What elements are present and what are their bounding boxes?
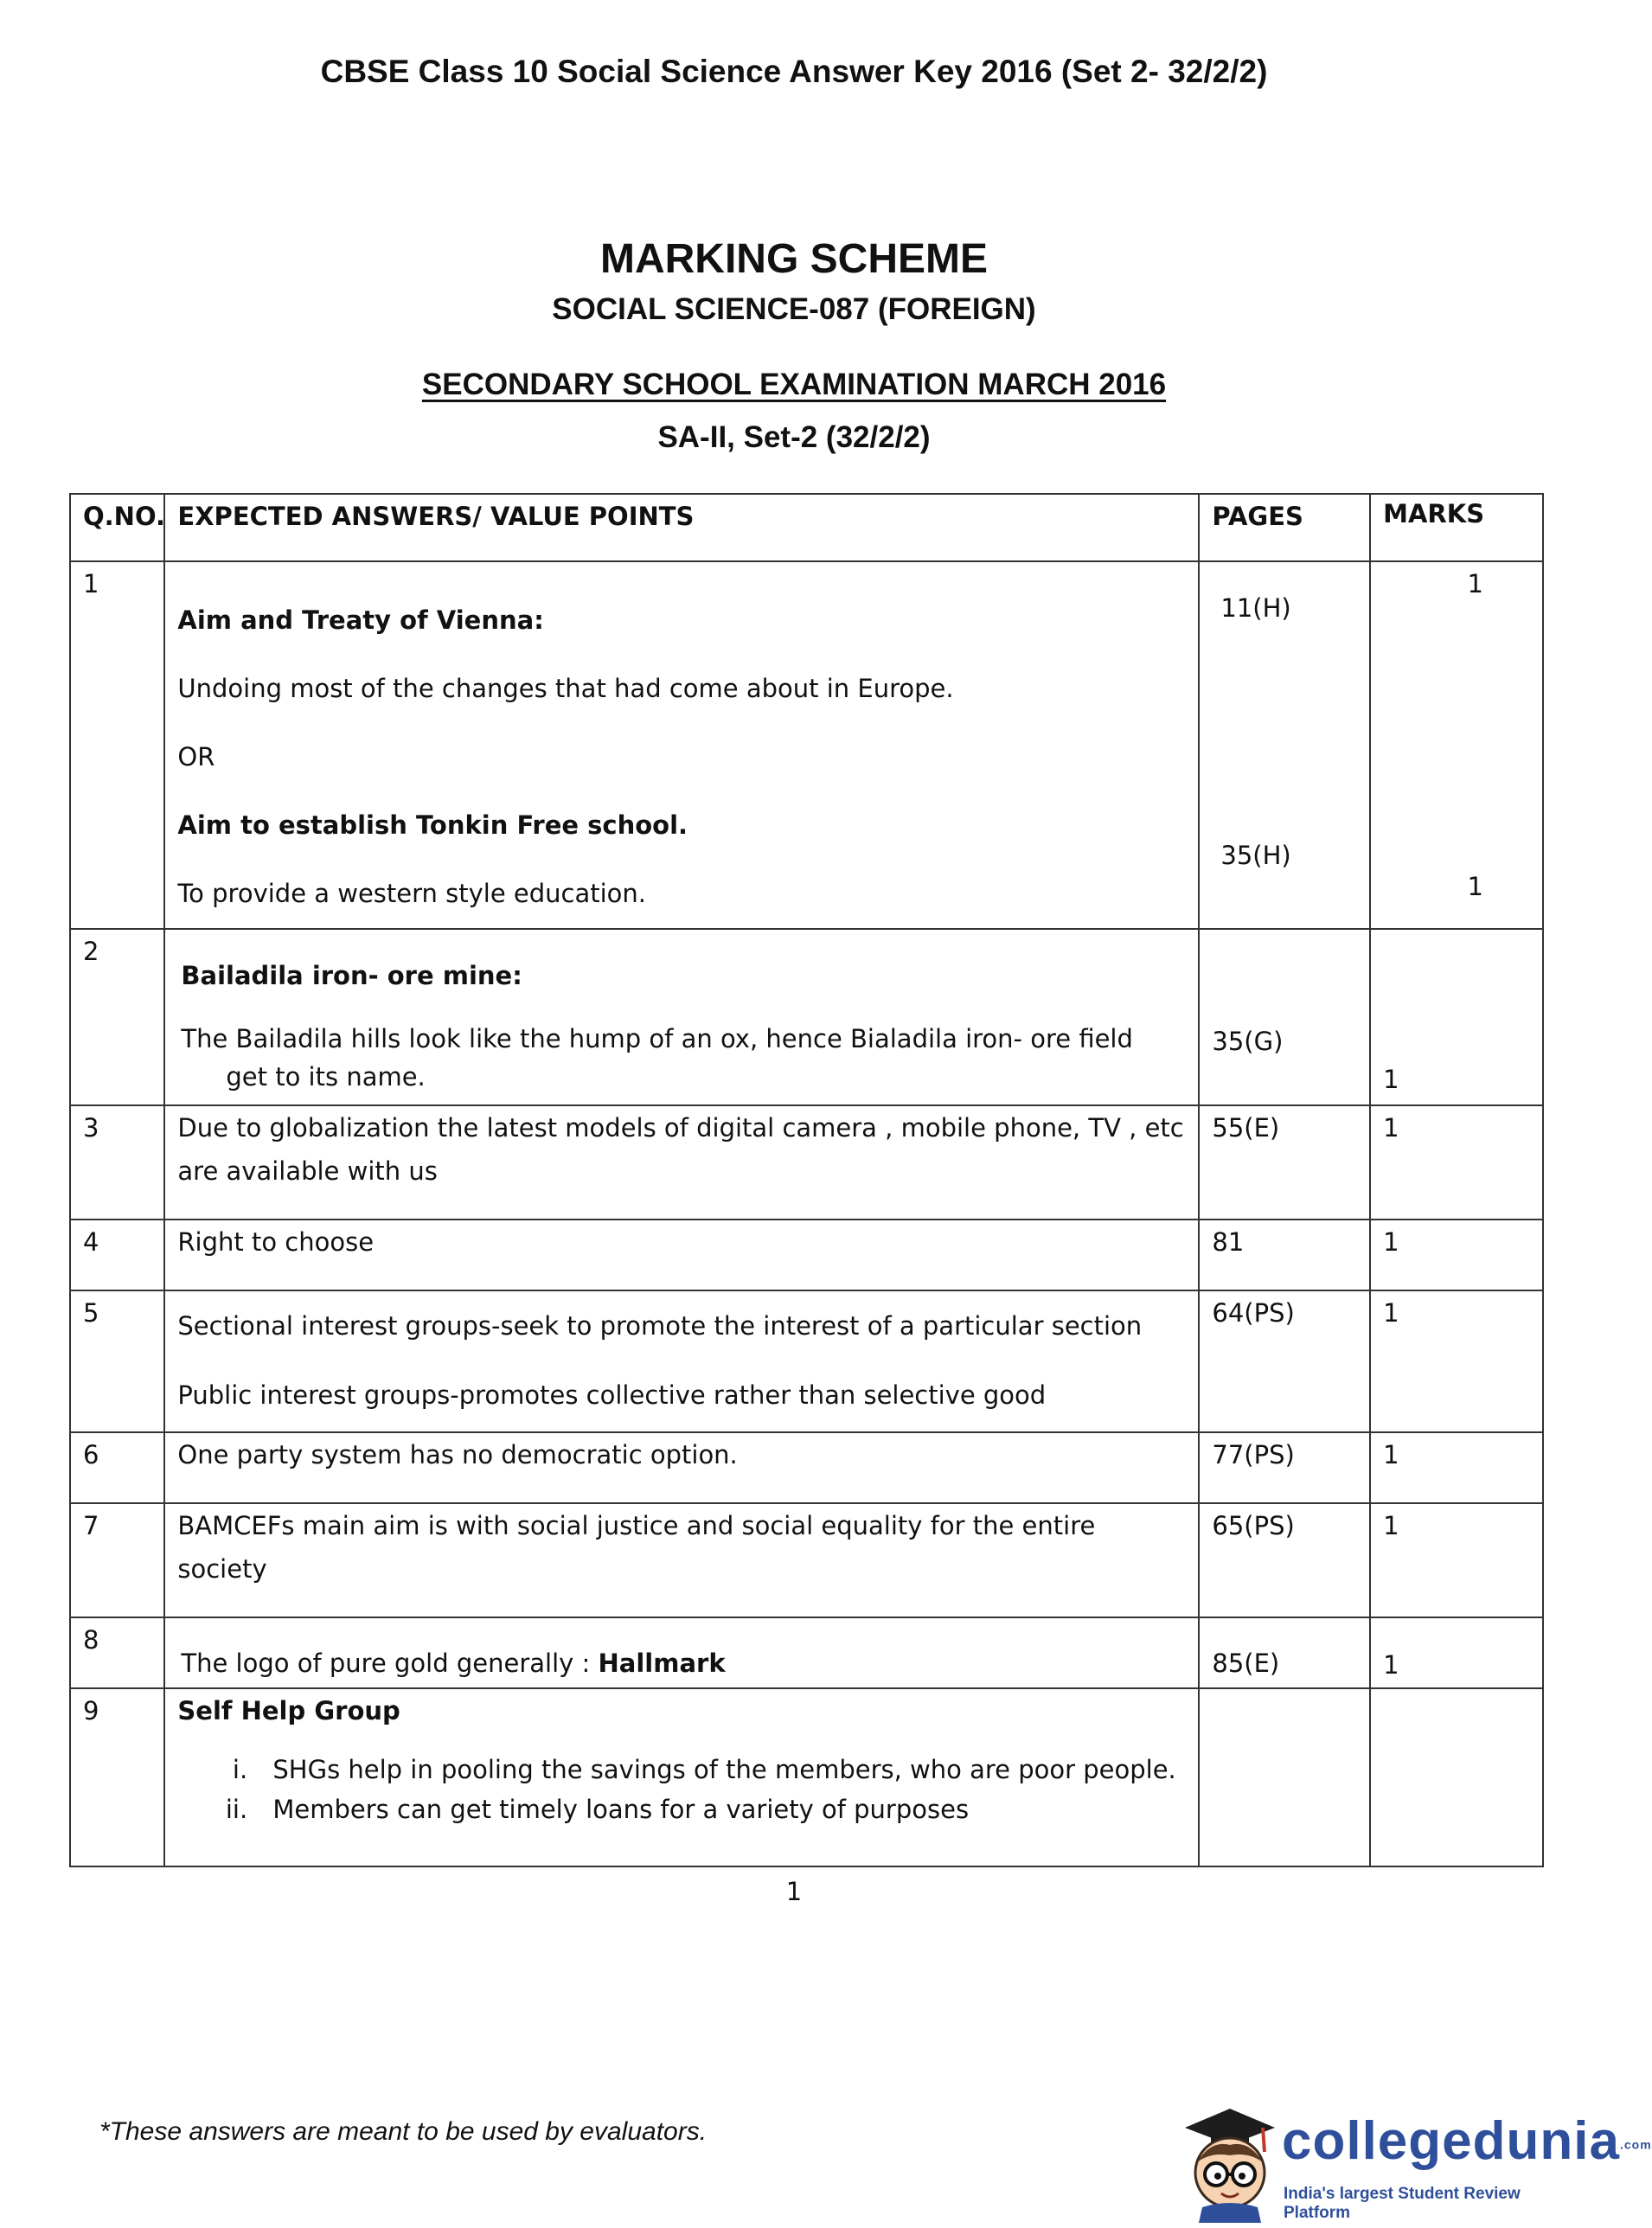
pages-cell: 65(PS) [1199, 1503, 1370, 1617]
question-number: 6 [70, 1432, 164, 1503]
answer-text: Undoing most of the changes that had come about in Europe. [177, 674, 954, 703]
column-header-answers: EXPECTED ANSWERS/ VALUE POINTS [164, 494, 1199, 561]
page-ref: 35(H) [1220, 841, 1291, 870]
pages-cell [1199, 1688, 1370, 1866]
question-number: 4 [70, 1220, 164, 1290]
mark-value: 1 [1467, 872, 1483, 901]
answer-cell [164, 929, 1199, 1105]
answer-cell [164, 1617, 1199, 1688]
page-number: 1 [785, 1877, 803, 1906]
marks-cell [1370, 561, 1543, 929]
answer-bold-term: Hallmark [598, 1649, 726, 1678]
table-header-row [70, 494, 1543, 561]
answer-cell: Due to globalization the latest models of digital camera , mobile phone, TV , etc are available with us [164, 1105, 1199, 1220]
logo-tagline: India's largest Student Review Platform [1284, 2185, 1521, 2222]
answer-heading: Bailadila iron- ore mine: [181, 961, 522, 990]
answer-cell [164, 561, 1199, 929]
mark-value: 1 [1467, 569, 1483, 599]
table-row [70, 1503, 1543, 1617]
answer-text-continued: get to its name. [226, 1062, 426, 1092]
subject-title: SOCIAL SCIENCE-087 (FOREIGN) [552, 292, 1036, 326]
mark-value: 1 [1383, 1650, 1399, 1680]
answer-text: The logo of pure gold generally : [181, 1649, 599, 1678]
page-ref: 11(H) [1220, 593, 1291, 623]
mark-value: 1 [1383, 1065, 1399, 1094]
answer-text: Public interest groups-promotes collective rather than selective good [177, 1380, 1047, 1410]
list-item: ii. Members can get timely loans for a variety of purposes [255, 1791, 1186, 1828]
question-number: 3 [70, 1105, 164, 1220]
table-row [70, 929, 1543, 1105]
question-number: 9 [70, 1688, 164, 1866]
pages-cell: 77(PS) [1199, 1432, 1370, 1503]
table-row [70, 1617, 1543, 1688]
answer-or: OR [177, 742, 215, 771]
marks-cell: 1 [1370, 1432, 1543, 1503]
marks-cell: 1 [1370, 1290, 1543, 1432]
exam-title-text: SECONDARY SCHOOL EXAMINATION MARCH 2016 [421, 368, 1167, 401]
pages-cell: 64(PS) [1199, 1290, 1370, 1432]
question-number: 5 [70, 1290, 164, 1432]
answer-cell: One party system has no democratic option. [164, 1432, 1199, 1503]
page-title: MARKING SCHEME [599, 236, 988, 282]
answer-cell [164, 1290, 1199, 1432]
question-number: 7 [70, 1503, 164, 1617]
document-header: CBSE Class 10 Social Science Answer Key 2016 (Set 2- 32/2/2) [320, 54, 1268, 89]
list-item: i. SHGs help in pooling the savings of the members, who are poor people. [255, 1751, 1186, 1788]
marks-cell: 1 [1370, 1503, 1543, 1617]
answer-text: Sectional interest groups-seek to promote the interest of a particular section [177, 1311, 1143, 1341]
pages-cell: 81 [1199, 1220, 1370, 1290]
pages-cell: 55(E) [1199, 1105, 1370, 1220]
table-row [70, 561, 1543, 929]
marks-cell: 1 [1370, 1105, 1543, 1220]
column-header-pages: PAGES [1199, 494, 1370, 561]
page-ref: 35(G) [1212, 1027, 1284, 1056]
pages-cell [1199, 561, 1370, 929]
answer-cell: BAMCEFs main aim is with social justice and social equality for the entire society [164, 1503, 1199, 1617]
marking-scheme-table [69, 493, 1544, 1867]
answer-cell: Right to choose [164, 1220, 1199, 1290]
answer-heading: Aim and Treaty of Vienna: [177, 605, 544, 635]
pages-cell [1199, 1617, 1370, 1688]
marks-cell [1370, 1617, 1543, 1688]
mascot-icon [1176, 2102, 1280, 2223]
set-title: SA-II, Set-2 (32/2/2) [657, 420, 931, 454]
question-number: 8 [70, 1617, 164, 1688]
pages-cell [1199, 929, 1370, 1105]
table-row [70, 1432, 1543, 1503]
answer-points [177, 1751, 1186, 1828]
column-header-marks: MARKS [1370, 494, 1543, 561]
marks-cell [1370, 929, 1543, 1105]
question-number: 2 [70, 929, 164, 1105]
question-number: 1 [70, 561, 164, 929]
answer-cell [164, 1688, 1199, 1866]
table-row [70, 1688, 1543, 1866]
collegedunia-logo[interactable] [1176, 2102, 1652, 2223]
table-row [70, 1290, 1543, 1432]
answer-text: To provide a western style education. [177, 879, 647, 908]
exam-title [0, 368, 1588, 402]
logo-wordmark: collegedunia.com [1282, 2111, 1652, 2171]
answer-text: The Bailadila hills look like the hump of an ox, hence Bialadila iron- ore field [181, 1024, 1133, 1053]
answer-heading: Aim to establish Tonkin Free school. [177, 810, 688, 840]
marks-cell: 1 [1370, 1220, 1543, 1290]
answer-heading: Self Help Group [177, 1696, 400, 1725]
footnote: *These answers are meant to be used by evaluators. [99, 2117, 708, 2146]
table-row [70, 1105, 1543, 1220]
page-ref: 85(E) [1212, 1649, 1280, 1678]
marks-cell [1370, 1688, 1543, 1866]
table-row [70, 1220, 1543, 1290]
column-header-qno: Q.NO. [70, 494, 164, 561]
